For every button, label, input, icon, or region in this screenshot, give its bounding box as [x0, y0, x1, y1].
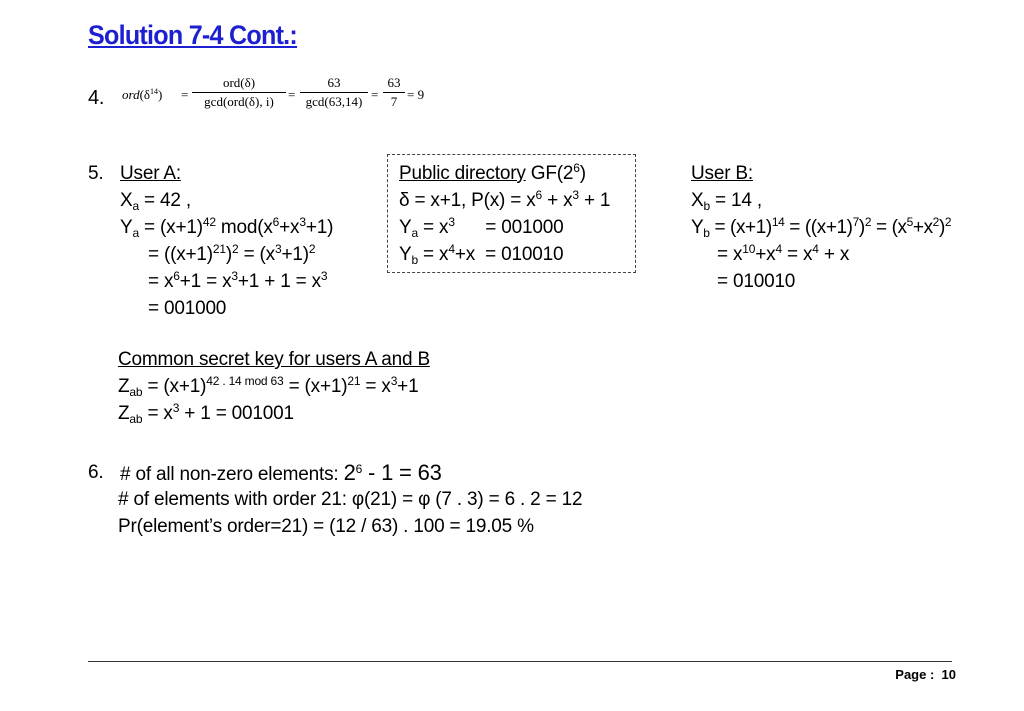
- item-6-order-21-count: # of elements with order 21: φ(21) = φ (7 . 3) = 6 . 2 = 12: [118, 489, 583, 510]
- fraction-2-numerator: 63: [300, 75, 368, 93]
- formula-eq-4: = 9: [407, 87, 425, 102]
- page-label: Page :: [895, 667, 935, 682]
- common-key-heading: Common secret key for users A and B: [118, 349, 430, 370]
- user-a-result: = 001000: [148, 298, 227, 319]
- item-6-probability: Pr(element’s order=21) = (12 / 63) . 100 = 19.05 %: [118, 516, 534, 537]
- fraction-2-denominator: gcd(63,14): [305, 94, 363, 109]
- footer-divider: [88, 661, 952, 662]
- user-b-xb: $X_b = 14$ ,: [691, 190, 762, 213]
- formula-fraction-1: [192, 75, 286, 110]
- formula-eq-1: =: [181, 87, 189, 102]
- formula-fraction-2: [300, 75, 368, 110]
- user-a-ya: $Y_a = (x+1)^{42}$ $mod(x^6+x^3+1)$: [120, 215, 334, 240]
- formula-lhs-delta: (δ: [139, 87, 151, 102]
- formula-eq-2: =: [288, 87, 296, 102]
- formula-lhs-close: ): [158, 87, 163, 102]
- user-b-step-2: = $x^{10}+x^4 = x^4 + x$: [717, 242, 850, 265]
- fraction-1-numerator: ord(δ): [192, 75, 286, 93]
- page-title: Solution 7-4 Cont.:: [88, 20, 298, 50]
- user-a-step-2: = $((x+1)^{21})^2 = (x^3+1)^2$: [148, 242, 316, 265]
- public-directory-ya: $Y_a = x^3$ = 001000: [399, 215, 564, 240]
- fraction-3-numerator: 63: [383, 75, 405, 93]
- page-number: 10: [941, 667, 956, 682]
- item-6-nonzero-count: # of all non-zero elements: $2^6 - 1 = 63$: [120, 460, 442, 485]
- user-b-result: = 010010: [717, 271, 796, 292]
- formula-lhs-ord: ord: [122, 87, 140, 102]
- formula-lhs: [122, 87, 162, 103]
- page-footer: [895, 667, 956, 682]
- user-b-yb: $Y_b = (x+1)^{14} = ((x+1)^7)^2 = (x^5+x^2)^2$: [691, 215, 952, 240]
- item-4-number: 4.: [88, 87, 105, 109]
- user-a-step-3: = $x^6+1 = x^3+1 + 1 = x^3$: [148, 269, 328, 292]
- common-key-zab-2: $Z_{ab} = x^3 + 1 = 001001$: [118, 401, 294, 426]
- formula-eq-3: =: [371, 87, 379, 102]
- public-directory-yb: $Y_b = x^4+x = 010010$: [399, 242, 564, 267]
- public-directory-heading-line: Public directory $GF(2^6)$: [399, 161, 586, 184]
- user-a-xa: $X_a = 42$ ,: [120, 190, 191, 213]
- item-6-number: 6.: [88, 462, 104, 483]
- user-a-heading: User A:: [120, 163, 181, 184]
- public-directory-heading: Public directory: [399, 163, 526, 184]
- fraction-3-denominator: 7: [390, 94, 398, 109]
- formula-lhs-exponent: 14: [150, 87, 159, 96]
- public-directory-generator: δ = x+1, $P(x) = x^6 + x^3 + 1$: [399, 188, 611, 211]
- common-key-zab-1: $Z_{ab} = (x+1)^{42 . 14 mod 63} = (x+1)^{21} = x^3+1$: [118, 374, 419, 399]
- item-5-number: 5.: [88, 163, 104, 184]
- user-b-heading: User B:: [691, 163, 753, 184]
- fraction-1-denominator: gcd(ord(δ), i): [204, 94, 274, 109]
- formula-fraction-3: [383, 75, 405, 110]
